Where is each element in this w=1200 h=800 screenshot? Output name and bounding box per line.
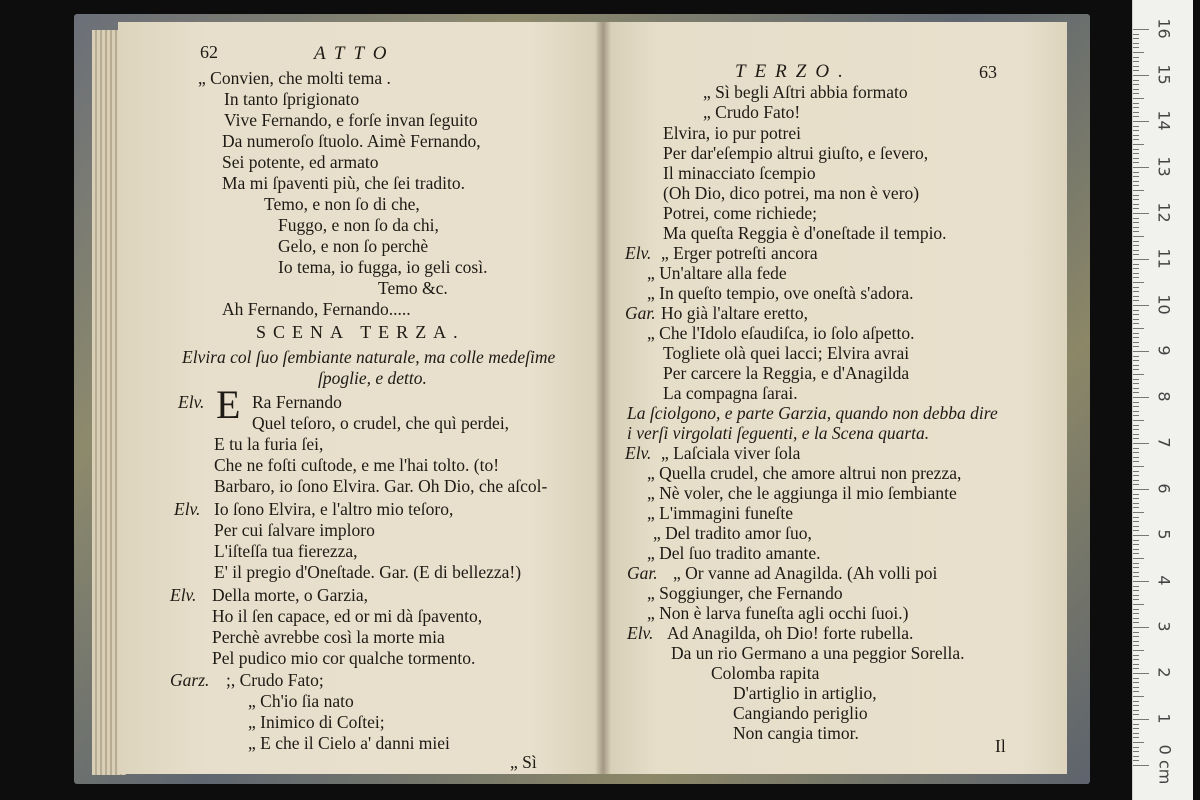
ruler-major-tick: [1133, 259, 1149, 260]
ruler-number: 14: [1154, 110, 1174, 131]
ruler-major-tick: [1133, 489, 1149, 490]
ruler-minor-tick: [1133, 682, 1139, 683]
ruler-minor-tick: [1133, 678, 1139, 679]
ruler-minor-tick: [1133, 586, 1139, 587]
right-page: [603, 22, 1067, 774]
verse-line: Da numeroſo ſtuolo. Aimè Fernando,: [222, 131, 481, 151]
dialogue-line: „ Ch'io ſia nato: [248, 691, 354, 711]
ruler-minor-tick: [1133, 599, 1139, 600]
ruler-minor-tick: [1133, 356, 1139, 357]
verse-line: „ Convien, che molti tema .: [198, 68, 391, 88]
ruler-number: 10: [1154, 294, 1174, 315]
dialogue-line: ;, Crudo Fato;: [226, 670, 324, 690]
ruler-minor-tick: [1133, 517, 1139, 518]
ruler-minor-tick: [1133, 471, 1139, 472]
ruler-major-tick: [1133, 443, 1149, 444]
dialogue-line: Quel teſoro, o crudel, che quì perdei,: [252, 413, 510, 433]
dialogue-line: E' il pregio d'Oneſtade. Gar. (E di bellezza!): [214, 562, 522, 582]
ruler-minor-tick: [1133, 691, 1139, 692]
ruler-minor-tick: [1133, 618, 1139, 619]
ruler-minor-tick: [1133, 747, 1139, 748]
dialogue-line: Della morte, o Garzia,: [212, 585, 368, 605]
verse-line: „ Or vanne ad Anagilda. (Ah volli poi: [673, 563, 938, 583]
ruler-minor-tick: [1133, 760, 1139, 761]
ruler-minor-tick: [1133, 342, 1139, 343]
ruler-minor-tick: [1133, 139, 1139, 140]
dialogue-line: E tu la furia ſei,: [214, 434, 324, 454]
verse-line: „ Sì begli Aſtri abbia formato: [703, 82, 908, 102]
ruler-number: 11: [1154, 248, 1174, 269]
ruler-minor-tick: [1133, 425, 1139, 426]
verse-line: Temo, e non ſo di che,: [264, 194, 420, 214]
ruler-minor-tick: [1133, 622, 1139, 623]
verse-line: Gelo, e non ſo perchè: [278, 236, 429, 256]
ruler-minor-tick: [1133, 80, 1139, 81]
ruler-minor-tick: [1133, 687, 1139, 688]
ruler-minor-tick: [1133, 553, 1139, 554]
ruler-minor-tick: [1133, 300, 1139, 301]
ruler-minor-tick: [1133, 494, 1139, 495]
dialogue-line: „ E che il Cielo a' danni miei: [248, 733, 450, 753]
ruler-minor-tick: [1133, 103, 1139, 104]
ruler-minor-tick: [1133, 89, 1139, 90]
drop-cap: E: [216, 382, 241, 427]
dialogue-line: L'iſteſſa tua fierezza,: [214, 541, 358, 561]
ruler-minor-tick: [1133, 420, 1144, 421]
verse-line: „ Soggiunger, che Fernando: [647, 583, 843, 603]
ruler-minor-tick: [1133, 130, 1139, 131]
ruler-minor-tick: [1133, 572, 1139, 573]
ruler-minor-tick: [1133, 314, 1139, 315]
speaker-label: Elv.: [625, 243, 652, 263]
verse-line: Io tema, io fugga, io geli così.: [278, 257, 488, 277]
ruler-minor-tick: [1133, 563, 1139, 564]
ruler-major-tick: [1133, 29, 1149, 30]
verse-line: „ In queſto tempio, ove oneſtà s'adora.: [647, 283, 914, 303]
ruler-minor-tick: [1133, 360, 1139, 361]
ruler-number: 5: [1154, 529, 1174, 540]
verse-line: Per carcere la Reggia, e d'Anagilda: [663, 363, 910, 383]
ruler-minor-tick: [1133, 333, 1139, 334]
speaker-label: Gar.: [625, 303, 656, 323]
ruler-minor-tick: [1133, 227, 1139, 228]
verse-line: Vive Fernando, e forſe invan ſeguito: [224, 110, 478, 130]
ruler-minor-tick: [1133, 388, 1139, 389]
ruler-minor-tick: [1133, 641, 1139, 642]
ruler-minor-tick: [1133, 590, 1139, 591]
ruler-minor-tick: [1133, 282, 1144, 283]
ruler-minor-tick: [1133, 696, 1144, 697]
ruler-minor-tick: [1133, 277, 1139, 278]
verse-line: Potrei, come richiede;: [663, 203, 818, 223]
ruler-minor-tick: [1133, 434, 1139, 435]
ruler-number: 2: [1154, 667, 1174, 678]
book-gutter: [595, 22, 611, 774]
ruler-minor-tick: [1133, 742, 1144, 743]
ruler-minor-tick: [1133, 374, 1144, 375]
ruler-minor-tick: [1133, 406, 1139, 407]
ruler-minor-tick: [1133, 751, 1139, 752]
verse-line: Ma queſta Reggia è d'oneſtade il tempio.: [663, 223, 947, 243]
speaker-label: Elv.: [178, 392, 205, 412]
ruler-minor-tick: [1133, 466, 1144, 467]
speaker-label: Elv.: [170, 585, 197, 605]
ruler-minor-tick: [1133, 645, 1139, 646]
ruler-major-tick: [1133, 765, 1149, 766]
ruler-minor-tick: [1133, 287, 1139, 288]
ruler-minor-tick: [1133, 724, 1139, 725]
ruler-number: 9: [1154, 345, 1174, 356]
ruler-number: 12: [1154, 202, 1174, 223]
ruler-minor-tick: [1133, 411, 1139, 412]
ruler-number: 4: [1154, 575, 1174, 586]
verse-line: Ma mi ſpaventi più, che ſei tradito.: [222, 173, 465, 193]
verse-line: Ho già l'altare eretto,: [661, 303, 808, 323]
ruler-minor-tick: [1133, 650, 1144, 651]
ruler-minor-tick: [1133, 549, 1139, 550]
ruler-minor-tick: [1133, 310, 1139, 311]
dialogue-line: Io ſono Elvira, e l'altro mio teſoro,: [214, 499, 454, 519]
ruler-minor-tick: [1133, 613, 1139, 614]
ruler-minor-tick: [1133, 112, 1139, 113]
ruler-number: 13: [1154, 156, 1174, 177]
ruler-minor-tick: [1133, 701, 1139, 702]
ruler-minor-tick: [1133, 250, 1139, 251]
ruler-minor-tick: [1133, 507, 1139, 508]
ruler-minor-tick: [1133, 222, 1139, 223]
ruler-minor-tick: [1133, 526, 1139, 527]
ruler-minor-tick: [1133, 733, 1139, 734]
verse-line: Ah Fernando, Fernando.....: [222, 299, 411, 319]
ruler-minor-tick: [1133, 737, 1139, 738]
speaker-label: Elv.: [627, 623, 654, 643]
ruler-minor-tick: [1133, 107, 1139, 108]
ruler-minor-tick: [1133, 705, 1139, 706]
ruler-minor-tick: [1133, 172, 1139, 173]
ruler-minor-tick: [1133, 319, 1139, 320]
ruler-minor-tick: [1133, 438, 1139, 439]
ruler-minor-tick: [1133, 149, 1139, 150]
ruler-minor-tick: [1133, 484, 1139, 485]
dialogue-line: Ho il ſen capace, ed or mi dà ſpavento,: [212, 606, 483, 626]
stage-direction: ſpoglie, e detto.: [318, 368, 427, 388]
dialogue-line: Barbaro, io ſono Elvira. Gar. Oh Dio, che aſcol-: [214, 476, 548, 496]
dialogue-line: Perchè avrebbe così la morte mia: [212, 627, 445, 647]
ruler-minor-tick: [1133, 126, 1139, 127]
ruler-minor-tick: [1133, 609, 1139, 610]
ruler-minor-tick: [1133, 636, 1139, 637]
stage-direction: i verſi virgolati ſeguenti, e la Scena quarta.: [627, 423, 930, 443]
ruler-minor-tick: [1133, 98, 1144, 99]
dialogue-line: Ra Fernando: [252, 392, 342, 412]
ruler-minor-tick: [1133, 521, 1139, 522]
ruler-minor-tick: [1133, 34, 1139, 35]
running-header: TERZO.: [735, 61, 852, 82]
ruler-minor-tick: [1133, 208, 1139, 209]
ruler-minor-tick: [1133, 632, 1139, 633]
verse-line: Colomba rapita: [711, 663, 820, 683]
ruler-minor-tick: [1133, 236, 1144, 237]
ruler-minor-tick: [1133, 498, 1139, 499]
verse-line: Fuggo, e non ſo da chi,: [278, 215, 439, 235]
dialogue-line: „ Inimico di Coſtei;: [248, 712, 385, 732]
ruler-minor-tick: [1133, 190, 1144, 191]
ruler-minor-tick: [1133, 176, 1139, 177]
ruler-number: 6: [1154, 483, 1174, 494]
ruler-major-tick: [1133, 581, 1149, 582]
ruler-minor-tick: [1133, 47, 1139, 48]
ruler-minor-tick: [1133, 181, 1139, 182]
ruler-major-tick: [1133, 213, 1149, 214]
verse-line: „ Non è larva funeſta agli occhi ſuoi.): [647, 603, 909, 623]
ruler-minor-tick: [1133, 153, 1139, 154]
signature-mark: Il: [995, 736, 1006, 756]
ruler-minor-tick: [1133, 346, 1139, 347]
ruler-minor-tick: [1133, 185, 1139, 186]
ruler-minor-tick: [1133, 66, 1139, 67]
page-number: 62: [200, 42, 218, 62]
verse-line: Non cangia timor.: [733, 723, 859, 743]
ruler-minor-tick: [1133, 383, 1139, 384]
ruler-minor-tick: [1133, 218, 1139, 219]
verse-line: Da un rio Germano a una peggior Sorella.: [671, 643, 965, 663]
verse-line: „ Erger potreſti ancora: [661, 243, 818, 263]
ruler-minor-tick: [1133, 540, 1139, 541]
stage-direction: La ſciolgono, e parte Garzia, quando non debba dire: [627, 403, 998, 423]
ruler-minor-tick: [1133, 475, 1139, 476]
ruler-minor-tick: [1133, 254, 1139, 255]
ruler-major-tick: [1133, 167, 1149, 168]
ruler-minor-tick: [1133, 199, 1139, 200]
ruler-minor-tick: [1133, 204, 1139, 205]
ruler-minor-tick: [1133, 84, 1139, 85]
ruler-major-tick: [1133, 351, 1149, 352]
ruler-minor-tick: [1133, 668, 1139, 669]
speaker-label: Elv.: [625, 443, 652, 463]
verse-line: Il minacciato ſcempio: [663, 163, 816, 183]
ruler-minor-tick: [1133, 52, 1144, 53]
ruler-minor-tick: [1133, 604, 1144, 605]
ruler-minor-tick: [1133, 530, 1139, 531]
scale-ruler: [1132, 0, 1193, 800]
verse-line: Per dar'eſempio altrui giuſto, e ſevero,: [663, 143, 929, 163]
ruler-minor-tick: [1133, 415, 1139, 416]
ruler-minor-tick: [1133, 457, 1139, 458]
verse-line: (Oh Dio, dico potrei, ma non è vero): [663, 183, 920, 203]
ruler-minor-tick: [1133, 195, 1139, 196]
ruler-minor-tick: [1133, 664, 1139, 665]
dialogue-line: Per cui ſalvare imploro: [214, 520, 375, 540]
ruler-major-tick: [1133, 673, 1149, 674]
verse-line: Ad Anagilda, oh Dio! forte rubella.: [667, 623, 914, 643]
verse-line: Togliete olà quei lacci; Elvira avrai: [663, 343, 910, 363]
ruler-minor-tick: [1133, 728, 1139, 729]
verse-line: Cangiando periglio: [733, 703, 868, 723]
ruler-number: 8: [1154, 391, 1174, 402]
ruler-minor-tick: [1133, 379, 1139, 380]
verse-line: „ Del tradito amor ſuo,: [653, 523, 812, 543]
ruler-minor-tick: [1133, 268, 1139, 269]
ruler-minor-tick: [1133, 659, 1139, 660]
ruler-minor-tick: [1133, 710, 1139, 711]
ruler-minor-tick: [1133, 57, 1139, 58]
ruler-minor-tick: [1133, 558, 1144, 559]
speaker-label: Garz.: [170, 670, 210, 690]
ruler-minor-tick: [1133, 38, 1139, 39]
page-number: 63: [979, 62, 997, 82]
ruler-minor-tick: [1133, 595, 1139, 596]
ruler-minor-tick: [1133, 365, 1139, 366]
ruler-minor-tick: [1133, 452, 1139, 453]
verse-line: Temo &c.: [378, 278, 448, 298]
verse-line: In tanto ſprigionato: [224, 89, 360, 109]
ruler-number: 3: [1154, 621, 1174, 632]
verse-line: Elvira, io pur potrei: [663, 123, 802, 143]
verse-line: D'artiglio in artiglio,: [733, 683, 877, 703]
ruler-minor-tick: [1133, 402, 1139, 403]
ruler-minor-tick: [1133, 93, 1139, 94]
ruler-minor-tick: [1133, 70, 1139, 71]
ruler-minor-tick: [1133, 61, 1139, 62]
ruler-minor-tick: [1133, 231, 1139, 232]
ruler-minor-tick: [1133, 116, 1139, 117]
ruler-major-tick: [1133, 535, 1149, 536]
verse-line: „ Nè voler, che le aggiunga il mio ſembiante: [647, 483, 957, 503]
ruler-minor-tick: [1133, 544, 1139, 545]
verse-line: „ Che l'Idolo eſaudiſca, io ſolo aſpetto.: [647, 323, 915, 343]
ruler-minor-tick: [1133, 392, 1139, 393]
ruler-number: 0 cm: [1155, 744, 1175, 785]
ruler-major-tick: [1133, 305, 1149, 306]
verse-line: La compagna ſarai.: [663, 383, 798, 403]
catchword: „ Sì: [510, 752, 537, 772]
dialogue-line: Pel pudico mio cor qualche tormento.: [212, 648, 476, 668]
ruler-minor-tick: [1133, 162, 1139, 163]
dialogue-line: Che ne foſti cuſtode, e me l'hai tolto. (to!: [214, 455, 500, 475]
ruler-minor-tick: [1133, 296, 1139, 297]
ruler-minor-tick: [1133, 245, 1139, 246]
verse-line: Sei potente, ed armato: [222, 152, 379, 172]
ruler-number: 7: [1154, 437, 1174, 448]
ruler-minor-tick: [1133, 480, 1139, 481]
ruler-minor-tick: [1133, 43, 1139, 44]
ruler-minor-tick: [1133, 135, 1139, 136]
verse-line: „ Crudo Fato!: [703, 102, 801, 122]
running-header: ATTO: [314, 43, 396, 64]
ruler-minor-tick: [1133, 655, 1139, 656]
ruler-minor-tick: [1133, 291, 1139, 292]
stage-direction: Elvira col ſuo ſembiante naturale, ma colle medeſime: [182, 347, 556, 367]
ruler-minor-tick: [1133, 567, 1139, 568]
ruler-major-tick: [1133, 627, 1149, 628]
ruler-minor-tick: [1133, 158, 1139, 159]
ruler-minor-tick: [1133, 461, 1139, 462]
verse-line: „ L'immagini funeſte: [647, 503, 794, 523]
speaker-label: Elv.: [174, 499, 201, 519]
verse-line: „ Del ſuo tradito amante.: [647, 543, 821, 563]
ruler-minor-tick: [1133, 323, 1139, 324]
verse-line: „ Laſciala viver ſola: [661, 443, 801, 463]
ruler-major-tick: [1133, 75, 1149, 76]
scene-title: SCENA TERZA.: [256, 322, 465, 342]
ruler-minor-tick: [1133, 264, 1139, 265]
ruler-minor-tick: [1133, 328, 1144, 329]
verse-line: „ Quella crudel, che amore altrui non prezza,: [647, 463, 962, 483]
ruler-minor-tick: [1133, 756, 1139, 757]
ruler-major-tick: [1133, 719, 1149, 720]
ruler-major-tick: [1133, 121, 1149, 122]
speaker-label: Gar.: [627, 563, 658, 583]
ruler-minor-tick: [1133, 144, 1144, 145]
ruler-major-tick: [1133, 397, 1149, 398]
ruler-minor-tick: [1133, 448, 1139, 449]
ruler-minor-tick: [1133, 337, 1139, 338]
ruler-number: 16: [1154, 18, 1174, 39]
left-page: [118, 22, 603, 774]
verse-line: „ Un'altare alla fede: [647, 263, 787, 283]
ruler-minor-tick: [1133, 714, 1139, 715]
ruler-minor-tick: [1133, 503, 1139, 504]
ruler-minor-tick: [1133, 512, 1144, 513]
ruler-minor-tick: [1133, 429, 1139, 430]
ruler-minor-tick: [1133, 369, 1139, 370]
ruler-number: 15: [1154, 64, 1174, 85]
ruler-number: 1: [1154, 713, 1174, 724]
ruler-minor-tick: [1133, 241, 1139, 242]
ruler-minor-tick: [1133, 576, 1139, 577]
ruler-minor-tick: [1133, 273, 1139, 274]
